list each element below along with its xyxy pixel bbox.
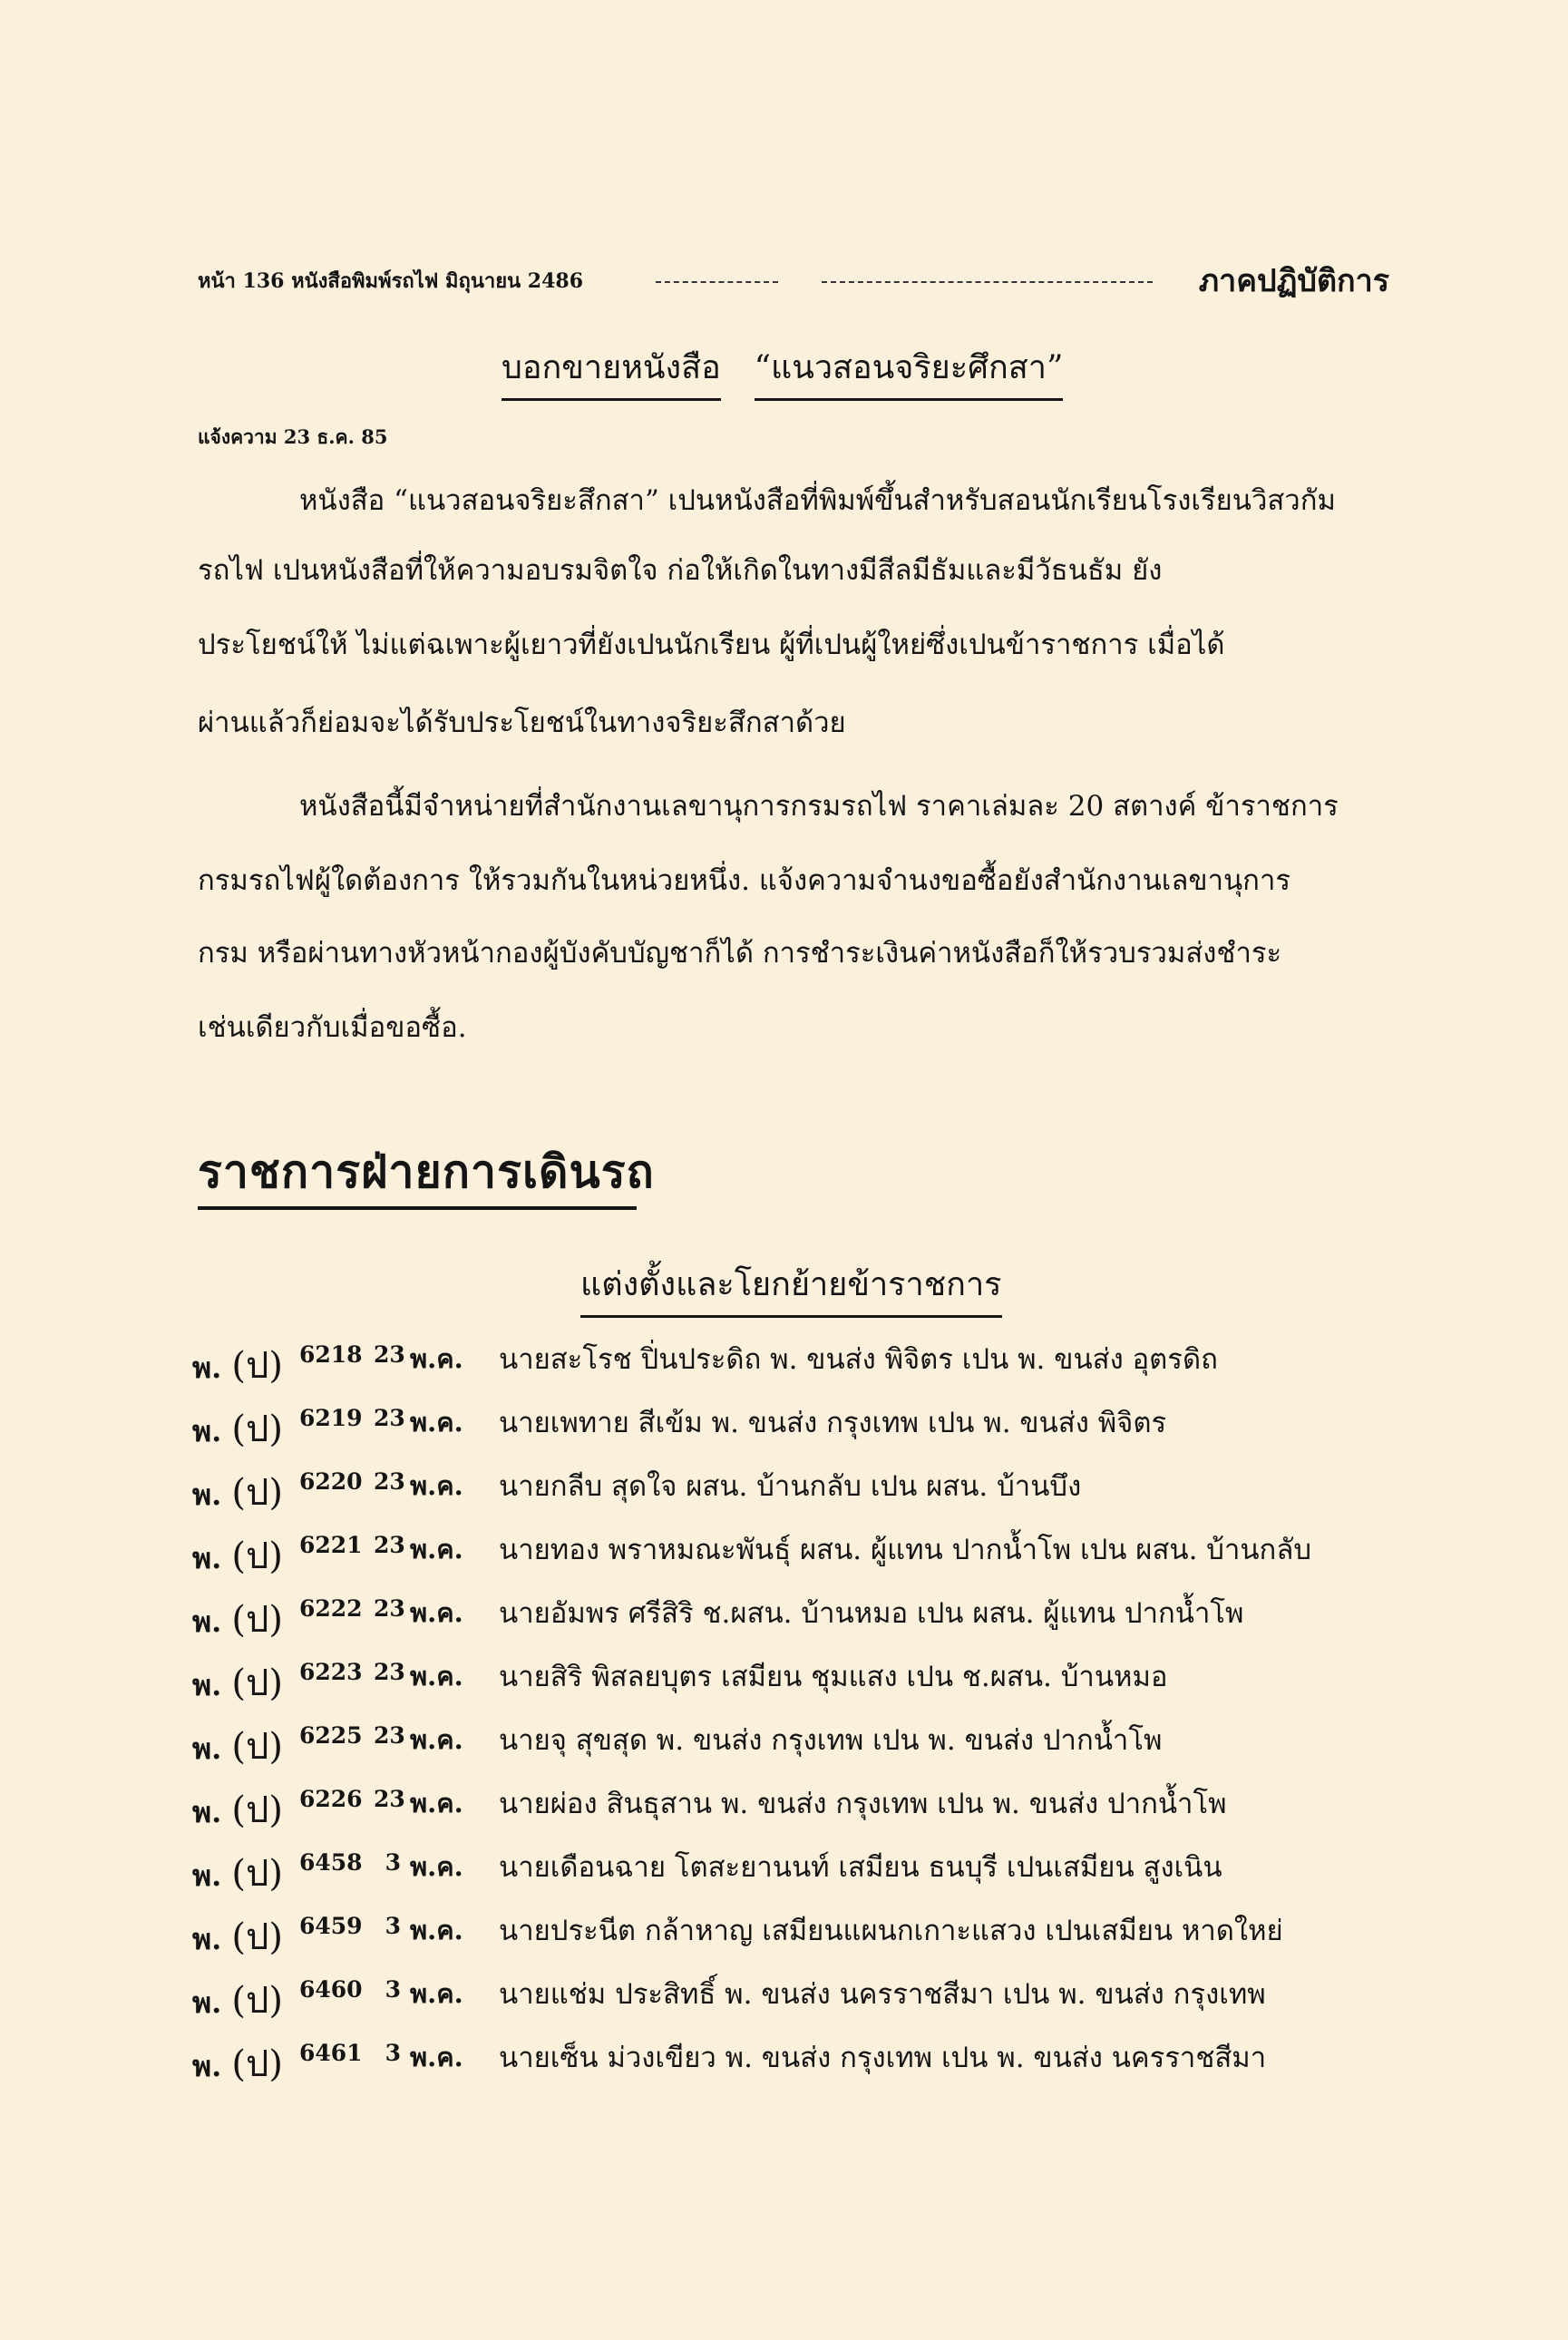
entry-detail: นายอัมพร ศรีสิริ ช.ผสน. บ้านหมอ เปน ผสน. ผู้แทน ปากน้ำโพ	[499, 1597, 1244, 1630]
appointment-entry	[192, 1590, 1380, 1641]
paragraph-line: หนังสือ “แนวสอนจริยะสึกสา” เปนหนังสือที่พิมพ์ขึ้นสำหรับสอนนักเรียนโรงเรียนวิสวกัม	[299, 484, 1336, 517]
entry-ref: พ. (ป)	[192, 1662, 283, 1704]
entry-day: 3	[385, 2040, 401, 2066]
entry-detail: นายกลีบ สุดใจ ผสน. บ้านกลับ เปน ผสน. บ้านบึง	[499, 1470, 1082, 1503]
paragraph-line: เช่นเดียวกับเมื่อขอซื้อ.	[198, 1011, 467, 1044]
entry-detail: นายเดือนฉาย โตสะยานนท์ เสมียน ธนบุรี เปนเสมียน สูงเนิน	[499, 1851, 1222, 1884]
entry-detail: นายจุ สุขสุด พ. ขนส่ง กรุงเทพ เปน พ. ขนส่ง ปากน้ำโพ	[499, 1724, 1163, 1757]
appointment-entry	[192, 1971, 1380, 2022]
entry-month: พ.ค.	[410, 1724, 463, 1755]
section-title-rule	[198, 1206, 637, 1210]
entry-ref: พ. (ป)	[192, 1536, 283, 1577]
entry-detail: นายสิริ พิสลยบุตร เสมียน ชุมแสง เปน ช.ผสน. บ้านหมอ	[499, 1661, 1168, 1693]
entry-month: พ.ค.	[410, 1407, 463, 1438]
entry-day: 23	[374, 1468, 405, 1495]
entry-day: 3	[385, 1913, 401, 1939]
entry-month: พ.ค.	[410, 1343, 463, 1374]
entry-number: 6461	[299, 2040, 363, 2066]
entry-ref: พ. (ป)	[192, 1789, 283, 1831]
notice-title-prefix: บอกขายหนังสือ	[502, 341, 721, 401]
entry-number: 6222	[299, 1595, 363, 1622]
entry-detail: นายแช่ม ประสิทธิ์ พ. ขนส่ง นครราชสีมา เปน พ. ขนส่ง กรุงเทพ	[499, 1978, 1266, 2011]
entry-day: 3	[385, 1976, 401, 2003]
entry-detail: นายทอง พราหมณะพันธุ์ ผสน. ผู้แทน ปากน้ำโพ เปน ผสน. บ้านกลับ	[499, 1534, 1312, 1566]
entry-detail: นายเซ็น ม่วงเขียว พ. ขนส่ง กรุงเทพ เปน พ. ขนส่ง นครราชสีมา	[499, 2042, 1267, 2074]
appointment-entry	[192, 1336, 1380, 1387]
entry-day: 23	[374, 1722, 405, 1749]
entry-number: 6218	[299, 1341, 363, 1368]
entry-ref: พ. (ป)	[192, 1916, 283, 1958]
entry-ref: พ. (ป)	[192, 1853, 283, 1895]
entry-day: 23	[374, 1595, 405, 1622]
entry-ref: พ. (ป)	[192, 1409, 283, 1450]
section-title: ราชการฝ่ายการเดินรถ	[198, 1145, 655, 1198]
entry-detail: นายเพทาย สีเข้ม พ. ขนส่ง กรุงเทพ เปน พ. ขนส่ง พิจิตร	[499, 1407, 1167, 1439]
entry-ref: พ. (ป)	[192, 1980, 283, 2022]
subsection-title: แต่งตั้งและโยกย้ายข้าราชการ	[580, 1258, 1002, 1318]
appointment-entry	[192, 1844, 1380, 1895]
entry-ref: พ. (ป)	[192, 2043, 283, 2085]
entry-day: 23	[374, 1659, 405, 1685]
entry-number: 6226	[299, 1786, 363, 1812]
entry-ref: พ. (ป)	[192, 1599, 283, 1641]
paragraph-line: รถไฟ เปนหนังสือที่ให้ความอบรมจิตใจ ก่อให้เกิดในทางมีสีลมีธัมและมีวัธนธัม ยัง	[198, 554, 1163, 587]
entry-detail: นายประนีต กล้าหาญ เสมียนแผนกเกาะแสวง เปนเสมียน หาดใหย่	[499, 1915, 1283, 1947]
appointment-entry	[192, 2034, 1380, 2085]
entry-number: 6458	[299, 1849, 363, 1876]
appointment-entry	[192, 1399, 1380, 1450]
entry-day: 23	[374, 1341, 405, 1368]
entry-day: 3	[385, 1849, 401, 1876]
entry-month: พ.ค.	[410, 1661, 463, 1692]
paragraph-line: ผ่านแล้วก็ย่อมจะได้รับประโยชน์ในทางจริยะสึกสาด้วย	[198, 707, 846, 739]
appointment-entry	[192, 1653, 1380, 1704]
notice-title	[502, 341, 1063, 401]
header-section-name: ภาคปฏิบัติการ	[1198, 263, 1389, 299]
paragraph-line: กรม หรือผ่านทางหัวหน้ากองผู้บังคับบัญชาก็ได้ การชำระเงินค่าหนังสือก็ให้รวบรวมส่งชำระ	[198, 937, 1282, 970]
entry-month: พ.ค.	[410, 1597, 463, 1628]
entry-detail: นายสะโรช ปิ่นประดิถ พ. ขนส่ง พิจิตร เปน พ. ขนส่ง อุตรดิถ	[499, 1343, 1218, 1376]
entry-day: 23	[374, 1405, 405, 1431]
entry-detail: นายผ่อง สินธุสาน พ. ขนส่ง กรุงเทพ เปน พ. ขนส่ง ปากน้ำโพ	[499, 1788, 1227, 1820]
entry-ref: พ. (ป)	[192, 1726, 283, 1768]
entry-month: พ.ค.	[410, 1851, 463, 1882]
entry-number: 6225	[299, 1722, 363, 1749]
appointment-entry	[192, 1907, 1380, 1958]
entry-ref: พ. (ป)	[192, 1345, 283, 1387]
paragraph-line: หนังสือนี้มีจำหน่ายที่สำนักงานเลขานุการกรมรถไฟ ราคาเล่มละ 20 สตางค์ ข้าราชการ	[299, 790, 1339, 823]
paragraph-line: กรมรถไฟผู้ใดต้องการ ให้รวมกันในหน่วยหนึ่ง. แจ้งความจำนงขอซื้อยังสำนักงานเลขานุการ	[198, 864, 1291, 897]
appointment-entry	[192, 1463, 1380, 1514]
header-page-info: หน้า 136 หนังสือพิมพ์รถไฟ มิถุนายน 2486	[198, 269, 584, 293]
header-dash-rule	[656, 281, 778, 283]
entry-month: พ.ค.	[410, 1788, 463, 1818]
entry-ref: พ. (ป)	[192, 1472, 283, 1514]
notice-date: แจ้งความ 23 ธ.ค. 85	[198, 425, 388, 448]
entry-number: 6223	[299, 1659, 363, 1685]
entry-number: 6220	[299, 1468, 363, 1495]
entry-month: พ.ค.	[410, 1470, 463, 1501]
appointment-entry	[192, 1526, 1380, 1577]
header-dash-rule	[822, 281, 1153, 283]
entry-day: 23	[374, 1532, 405, 1558]
entry-number: 6221	[299, 1532, 363, 1558]
appointment-entry	[192, 1780, 1380, 1831]
running-header	[198, 256, 1389, 299]
paragraph-line: ประโยชน์ให้ ไม่แต่ฉเพาะผู้เยาวที่ยังเปนนักเรียน ผู้ที่เปนผู้ใหย่ซึ่งเปนข้าราชการ เมื่อได้	[198, 629, 1225, 661]
entry-number: 6219	[299, 1405, 363, 1431]
appointment-entry	[192, 1717, 1380, 1768]
entry-number: 6460	[299, 1976, 363, 2003]
entry-number: 6459	[299, 1913, 363, 1939]
entry-month: พ.ค.	[410, 1978, 463, 2009]
entry-month: พ.ค.	[410, 2042, 463, 2072]
entry-day: 23	[374, 1786, 405, 1812]
entry-month: พ.ค.	[410, 1534, 463, 1565]
entry-month: พ.ค.	[410, 1915, 463, 1945]
notice-title-book-name: “แนวสอนจริยะศึกสา”	[755, 341, 1064, 401]
